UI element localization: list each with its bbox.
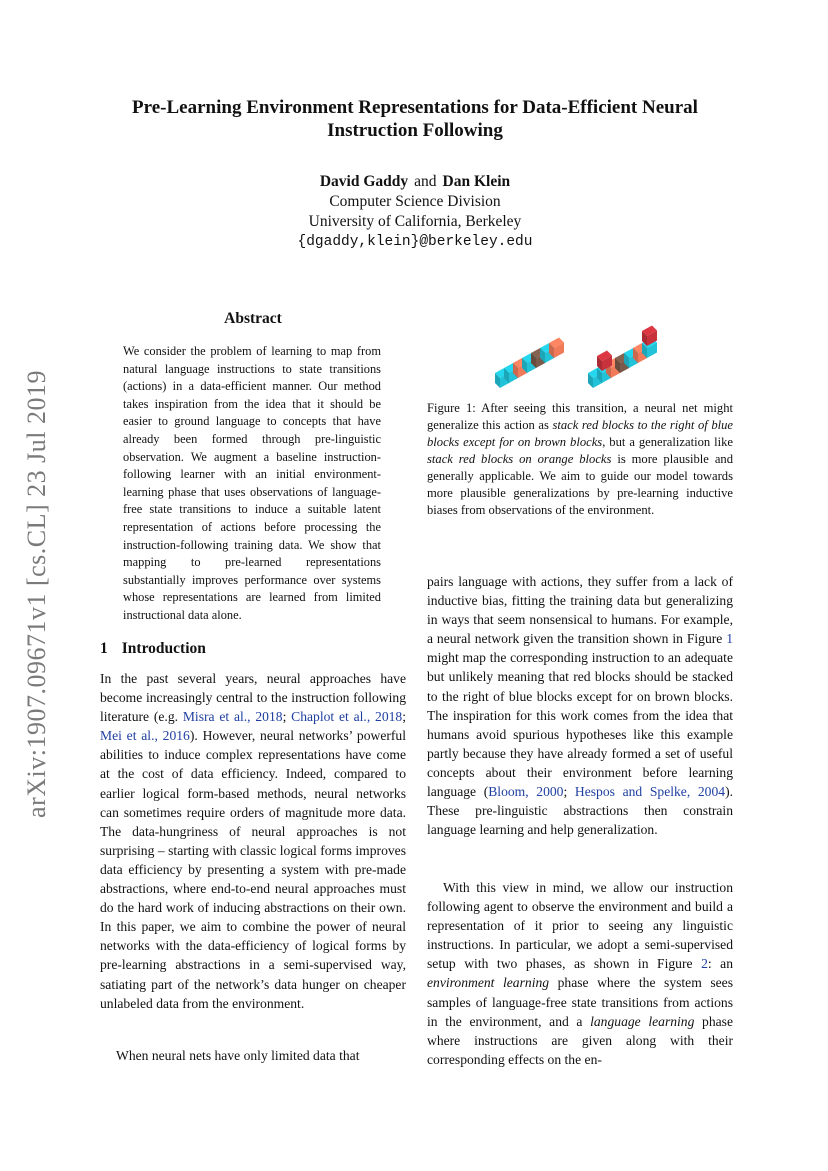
author-separator: and xyxy=(414,173,437,190)
figure-link[interactable]: 1 xyxy=(726,631,733,647)
citation-link[interactable]: Bloom, 2000 xyxy=(488,784,564,800)
text-span: language learning xyxy=(590,1013,695,1029)
text-span: ; xyxy=(563,784,575,800)
author-block xyxy=(90,172,740,252)
text-span: ). These pre-linguistic abstractions then constrain language learning and help generalization. xyxy=(427,784,733,838)
text-span: phase where the system sees samples of language-free state transitions from actions in the environment, and a xyxy=(427,975,733,1029)
abstract-heading: Abstract xyxy=(224,310,282,327)
text-span: might map the corresponding instruction to an adequate but unlikely meaning that red blocks should be stacked to the right of blue blocks except for on brown blocks. The inspiration for this work comes from the idea that humans avoid spurious hypotheses like this example partly because they have already formed a set of useful concepts about their environment before learning language ( xyxy=(427,650,733,800)
author-1: David Gaddy xyxy=(319,173,409,190)
text-span: : an xyxy=(707,956,734,972)
figure-after-state xyxy=(588,326,657,389)
figure-blocks xyxy=(490,318,670,388)
figure-before-state xyxy=(495,338,564,389)
section-heading-introduction xyxy=(100,640,206,658)
intro-paragraph-1 xyxy=(100,669,406,1013)
text-span: Figure 1: After seeing this transition, a neural net might generalize this action as xyxy=(427,401,733,432)
citation-link[interactable]: Misra et al., 2018 xyxy=(182,709,283,725)
text-span: In the past several years, neural approaches have become increasingly central to the instruction following literature (e.g. xyxy=(100,671,406,725)
text-span: stack red blocks to the right of blue blocks except for on brown blocks xyxy=(427,418,733,449)
arxiv-identifier: arXiv:1907.09671v1 [cs.CL] 23 Jul 2019 xyxy=(22,370,51,818)
section-title: Introduction xyxy=(121,640,206,657)
intro-paragraph-2-start xyxy=(100,1046,406,1065)
figure-caption xyxy=(427,400,733,519)
text-span: ). However, neural networks’ powerful abilities to induce complex representations have come at the cost of data efficiency. Indeed, compared to earlier logical form-based methods, neural networks can sometimes require orders of magnitude more data. The data-hungriness of neural approaches is not surprising – starting with classic logical forms improves data efficiency by presenting a system with pre-made abstractions, where end-to-end neural approaches must do the hard work of inducing abstractions on their own. In this paper, we aim to combine the power of neural networks with the data-efficiency of logical forms by pre-learning abstractions in a semi-supervised way, satiating part of the network’s data hunger on cheaper unlabeled data from the environment. xyxy=(100,728,406,1011)
text-span: ; xyxy=(282,709,292,725)
text-span: , but a generalization like xyxy=(602,435,733,449)
text-span: pairs language with actions, they suffer from a lack of inductive bias, fitting the training data but generalizing in ways that seem nonsensical to humans. For example, a neural network given the transition shown in Figure xyxy=(427,574,733,647)
author-email: {dgaddy,klein}@berkeley.edu xyxy=(297,234,533,250)
abstract-text: We consider the problem of learning to map from natural language instructions to state transitions (actions) in a data-efficient manner. Our method takes inspiration from the idea that it should be easier to ground language to concepts that have already been formed through pre-linguistic observation. We augment a baseline instruction-following learner with an initial environment-learning phase that uses observations of language-free state transitions to induce a suitable latent representation of actions before processing the instruction-following training data. We show that mapping to pre-learned representations substantially improves performance over systems whose representations are learned from limited instructional data alone. xyxy=(123,344,381,622)
citation-link[interactable]: Chaplot et al., 2018 xyxy=(291,709,403,725)
text-span: environment learning xyxy=(427,975,550,991)
figure-link[interactable]: 2 xyxy=(701,956,708,972)
text-span: When neural nets have only limited data that xyxy=(116,1048,360,1063)
citation-link[interactable]: Mei et al., 2016 xyxy=(100,728,190,744)
text-span: is more plausible and generally applicable. We aim to guide our model towards more plausible generalizations by pre-learning inductive biases from observations of the environment. xyxy=(427,452,733,517)
text-span: With this view in mind, we allow our instruction following agent to observe the environment and build a representation of it prior to seeing any linguistic instructions. In particular, we adopt a semi-supervised setup with two phases, as shown in Figure xyxy=(427,880,733,972)
intro-paragraph-3 xyxy=(427,878,733,1069)
paper-title: Pre-Learning Environment Representations for Data-Efficient Neural Instruction Following xyxy=(132,97,698,141)
affiliation-department: Computer Science Division xyxy=(329,193,501,210)
text-span: stack red blocks on orange blocks xyxy=(427,452,612,466)
author-2: Dan Klein xyxy=(442,173,511,190)
section-number: 1 xyxy=(100,640,108,657)
text-span: phase where instructions are given along with their corresponding effects on the en- xyxy=(427,1013,733,1067)
intro-paragraph-2-cont xyxy=(427,572,733,839)
author-names xyxy=(90,172,740,192)
text-span: ; xyxy=(402,709,406,725)
affiliation-university: University of California, Berkeley xyxy=(308,213,522,230)
citation-link[interactable]: Hespos and Spelke, 2004 xyxy=(574,784,726,800)
